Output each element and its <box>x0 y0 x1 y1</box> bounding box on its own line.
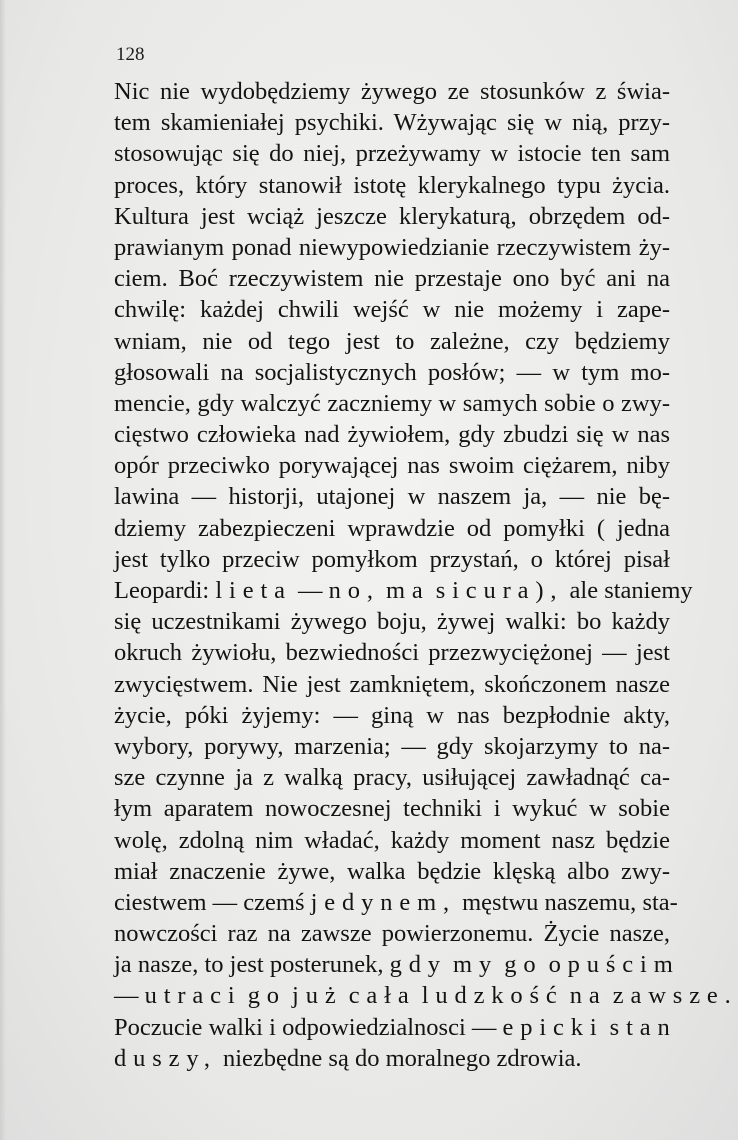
text-line: Poczucie walki i odpowiedzialnosci — epicki stan <box>114 1013 677 1041</box>
text-line: ciem. Boć rzeczywistem nie przestaje ono być ani na <box>114 265 670 293</box>
text-line: nowczości raz na zawsze powierzonemu. Życie nasze, <box>114 920 670 948</box>
text-line: okruch żywiołu, bezwiedności przezwyciężonej — jest <box>114 639 670 667</box>
page-number: 128 <box>116 44 145 65</box>
text-line: lawina — historji, utajonej w naszem ja, — nie bę- <box>114 483 670 511</box>
text-line: wniam, nie od tego jest to zależne, czy będziemy <box>114 327 670 355</box>
body-text <box>114 76 738 1074</box>
text-line: jest tylko przeciw pomyłkom przystań, o której pisał <box>114 545 670 573</box>
text-line: się uczestnikami żywego boju, żywej walki: bo każdy <box>114 608 670 636</box>
text-line: mencie, gdy walczyć zaczniemy w samych sobie o zwy- <box>114 389 670 417</box>
text-line: proces, który stanowił istotę klerykalnego typu życia. <box>114 171 670 199</box>
text-line: Kultura jest wciąż jeszcze klerykaturą, obrzędem od- <box>114 202 670 230</box>
text-line: wolę, zdolną nim władać, każdy moment nasz będzie <box>114 826 670 854</box>
text-line: Leopardi: lieta — no, ma sicura), ale staniemy <box>114 577 693 604</box>
text-line: ciestwem — czemś jedynem, męstwu naszemu, sta- <box>114 888 678 916</box>
text-line: chwilę: każdej chwili wejść w nie możemy i zape- <box>114 296 670 324</box>
text-line: zwycięstwem. Nie jest zamkniętem, skończonem nasze <box>114 670 670 698</box>
text-line: dziemy zabezpieczeni wprawdzie od pomyłki ( jedna <box>114 514 670 542</box>
text-line: ja nasze, to jest posterunek, gdy my go opuścim <box>114 951 680 979</box>
text-line: wybory, porywy, marzenia; — gdy skojarzymy to na- <box>114 732 670 760</box>
text-line: tem skamieniałej psychiki. Wżywając się w nią, przy- <box>114 109 670 137</box>
page-edge-shadow <box>0 0 6 1140</box>
text-line: łym aparatem nowoczesnej techniki i wykuć w sobie <box>114 795 670 823</box>
text-line: opór przeciwko porywającej nas swoim ciężarem, niby <box>114 452 670 480</box>
text-line: głosowali na socjalistycznych posłów; — w tym mo- <box>114 358 670 386</box>
text-line: cięstwo człowieka nad żywiołem, gdy zbudzi się w nas <box>114 421 670 449</box>
text-line: sze czynne ja z walką pracy, usiłującej zawładnąć ca- <box>114 764 670 792</box>
text-line: Nic nie wydobędziemy żywego ze stosunków z świa- <box>114 78 670 105</box>
text-line: stosowując się do niej, przeżywamy w istocie ten sam <box>114 140 670 168</box>
text-line: życie, póki żyjemy: — giną w nas bezpłodnie akty, <box>114 701 670 729</box>
text-line: miał znaczenie żywe, walka będzie klęską albo zwy- <box>114 857 670 885</box>
text-line: duszy, niezbędne są do moralnego zdrowia. <box>114 1044 582 1072</box>
text-line: prawianym ponad niewypowiedzianie rzeczywistem ży- <box>114 233 670 261</box>
text-line: — utraci go już cała ludzkość na zawsze. <box>114 982 738 1010</box>
